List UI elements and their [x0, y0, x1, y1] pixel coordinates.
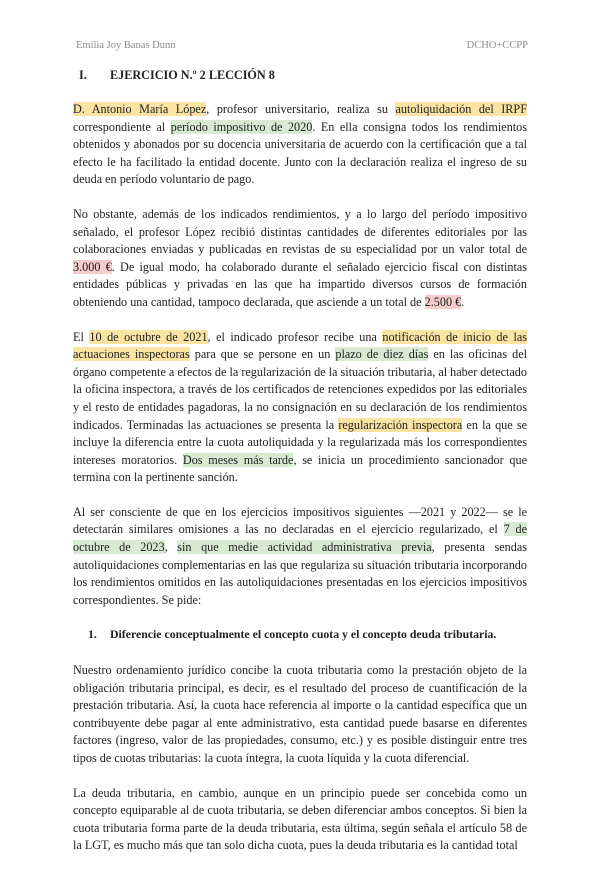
highlighted-text: período impositivo de 2020 — [170, 119, 313, 134]
section-title — [73, 66, 527, 85]
highlighted-text: autoliquidación del IRPF — [395, 102, 527, 116]
paragraph: Al ser consciente de que en los ejercicios impositivos siguientes —2021 y 2022— se le detectarán similares omisiones a las no declaradas en el ejercicio regularizado, el 7 de octubre de 2023, sin que medie actividad administrativa previa, presenta sendas autoliquidaciones complementarias en las que regulariza su situación tributaria incorporando los rendimientos omitidos en las autoliquidaciones presentadas en los ejercicios impositivos correspondientes. Se pide: — [73, 504, 527, 607]
section-title-text: EJERCICIO N.º 2 LECCIÓN 8 — [110, 68, 275, 82]
highlighted-text: notificación de inicio de las actuaciones inspectoras — [73, 329, 527, 362]
paragraph: El 10 de octubre de 2021, el indicado profesor recibe una notificación de inicio de las actuaciones inspectoras para que se persone en un plazo de diez días en las oficinas del órgano competente a efectos de la regularización de la situación tributaria, al haber detectado la oficina inspectora, a través de los certificados de retenciones expedidos por las editoriales y el resto de entidades pagadoras, la no consignación en su declaración de los rendimientos indicados. Terminadas las actuaciones se presenta la regularización inspectora en la que se incluye la diferencia entre la cuota autoliquidada y la regularizada más los correspondientes intereses moratorios. Dos meses más tarde, se inicia un procedimiento sancionador que termina con la pertinente sanción. — [73, 329, 528, 485]
paragraph: No obstante, además de los indicados rendimientos, y a lo largo del período impositivo señalado, el profesor López recibió distintas cantidades de diferentes editoriales por las colaboraciones enviadas y publicadas en revistas de su especialidad por un valor total de 3.000 €. De igual modo, ha colaborado durante el señalado ejercicio fiscal con distintas entidades públicas y privadas en las que ha impartido diversos cursos de formación obteniendo una cantidad, tampoco declarada, que asciende a un total de 2.500 €. — [73, 206, 528, 309]
question-heading — [73, 626, 527, 644]
highlighted-text: sin que medie actividad administrativa previa — [177, 540, 432, 555]
highlighted-text: 10 de octubre de 2021 — [89, 329, 208, 344]
header-course: DCHO+CCPP — [466, 40, 528, 51]
header-author: Emilia Joy Banas Dunn — [76, 40, 176, 51]
answer-paragraph: Nuestro ordenamiento jurídico concibe la cuota tributaria como la prestación objeto de la obligación tributaria principal, es decir, es el resultado del proceso de cuantificación de la prestación tributaria. Así, la cuota hace referencia al importe o la cantidad específica que un contribuyente debe pagar al ente administrativo, esta cantidad puede basarse en diferentes factores (ingreso, valor de las propiedades, consumo, etc.) y es posible distinguir entre tres tipos de cuotas tributarias: la cuota íntegra, la cuota líquida y la cuota diferencial. — [73, 663, 527, 765]
highlighted-text: D. Antonio María López — [73, 102, 207, 116]
highlighted-text: plazo de diez días — [335, 347, 429, 362]
highlighted-text: 3.000 € — [73, 259, 112, 274]
section-number: I. — [79, 68, 87, 82]
question-number: 1. — [88, 627, 97, 642]
paragraph: D. Antonio María López, profesor universitario, realiza su autoliquidación del IRPF correspondiente al período impositivo de 2020. En ella consigna todos los rendimientos obtenidos y abonados por su docencia universitaria de acuerdo con la certificación que a tal efecto le ha facilitado la entidad docente. Junto con la declaración realiza el ingreso de su deuda en período voluntario de pago. — [73, 102, 528, 187]
question-text: Diferencie conceptualmente el concepto cuota y el concepto deuda tributaria. — [110, 627, 497, 642]
highlighted-text: Dos meses más tarde — [182, 452, 294, 467]
answer-paragraph: La deuda tributaria, en cambio, aunque en un principio puede ser concebida como un concepto equiparable al de cuota tributaria, se deben diferenciar ambos conceptos. Si bien la cuota tributaria forma parte de la deuda tributaria, esta última, según señala el artículo 58 de la LGT, es mucho más que tan solo dicha cuota, pues la deuda tributaria es la cantidad total — [73, 785, 527, 853]
highlighted-text: regularización inspectora — [338, 417, 463, 432]
highlighted-text: 2.500 € — [424, 294, 462, 309]
document-body — [73, 66, 527, 872]
highlighted-text: 7 de octubre de 2023 — [73, 522, 527, 555]
